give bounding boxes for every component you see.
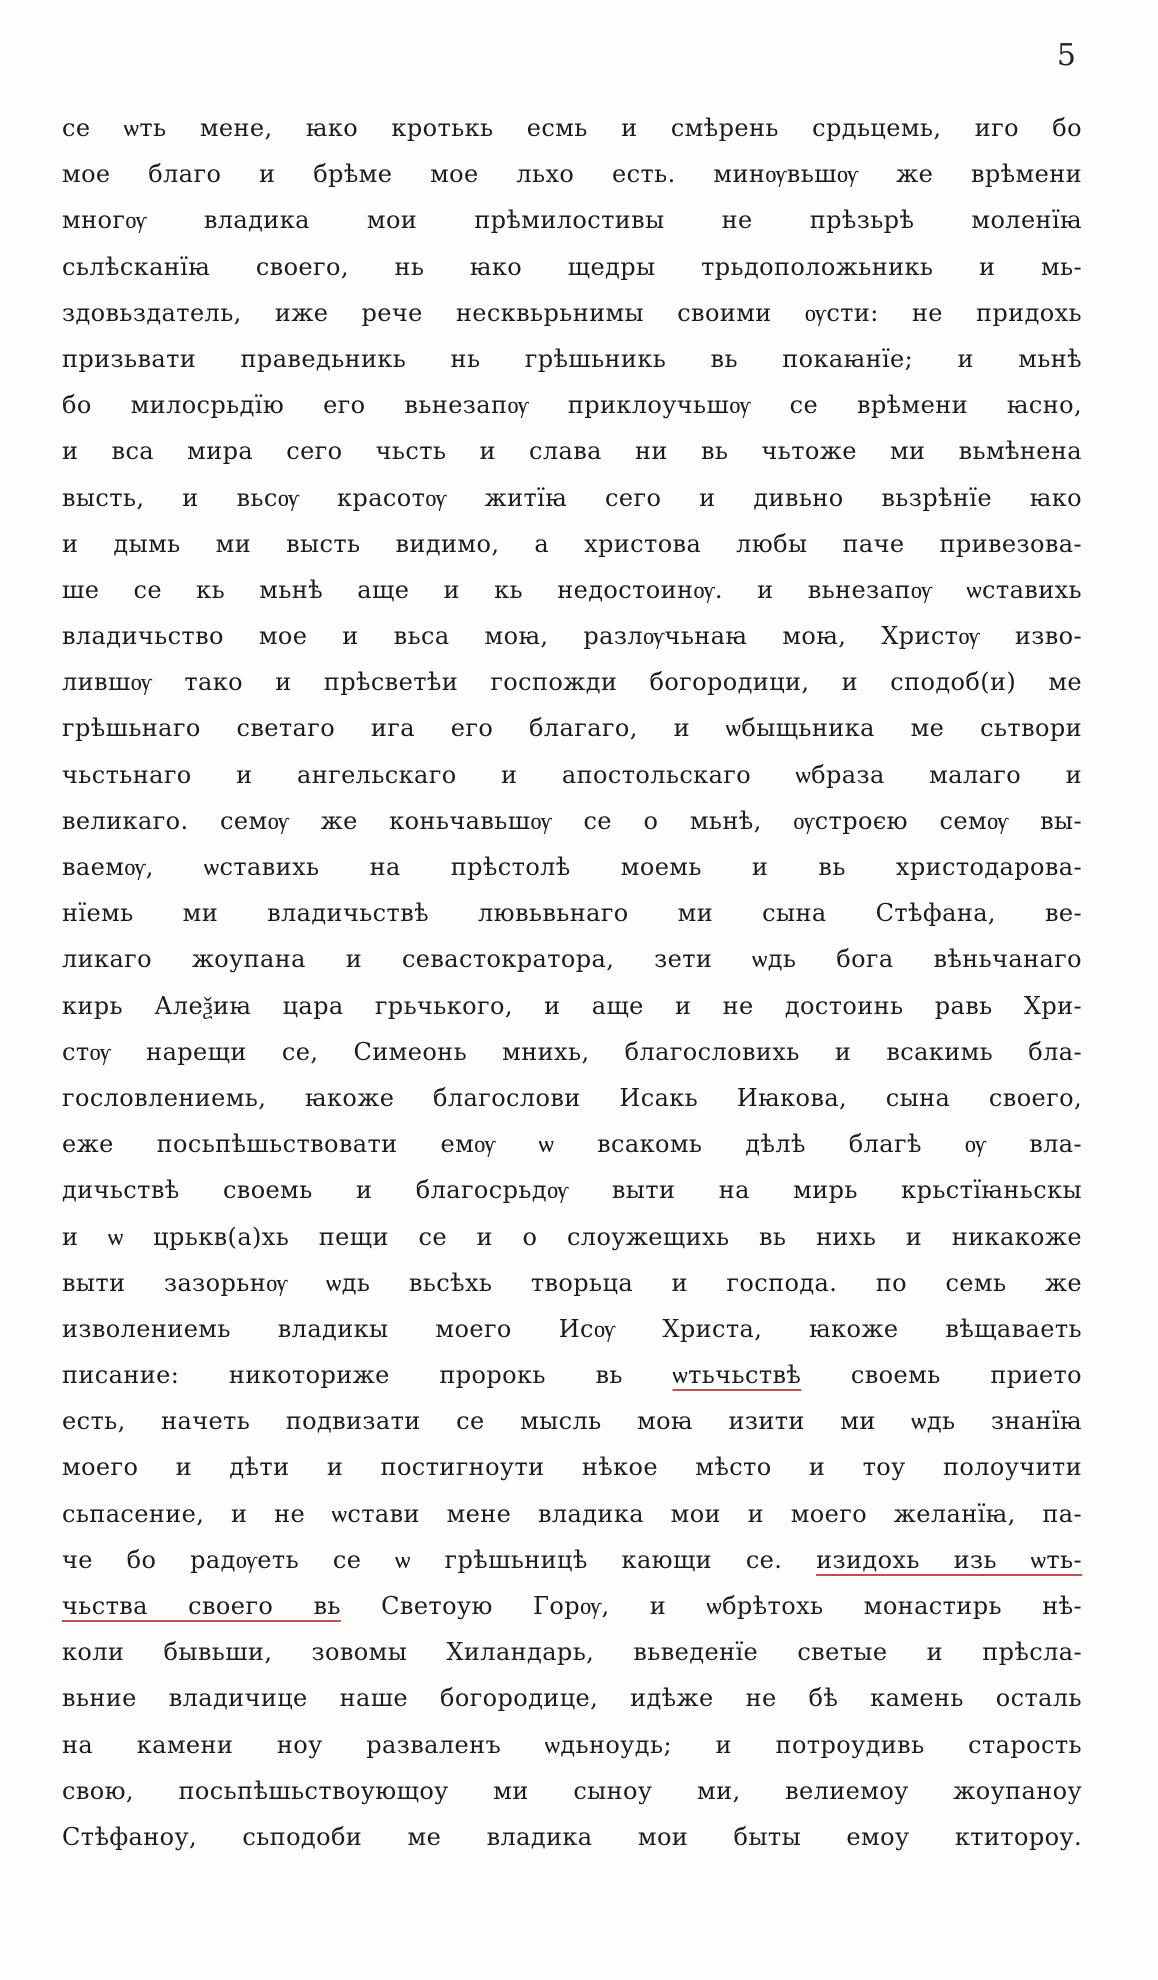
text-line (62, 336, 1082, 382)
text-line (62, 798, 1082, 844)
text-line (62, 1352, 1082, 1398)
text-segment: ваемѹ, ѡставихь на прѣстолѣ моемь и вь христодарова- (62, 853, 1082, 881)
text-segment: свою, посьпѣшьствоующоу ми сыноу ми, велиемоу жоупаноу (62, 1776, 1082, 1805)
text-segment: мое благо и брѣме мое льхо есть. минѹвьшѹ же врѣмени (62, 160, 1082, 189)
text-line (62, 1214, 1082, 1260)
text-line (62, 521, 1082, 567)
text-segment: и дымь ми высть видимо, а христова любы паче привезова- (62, 529, 1082, 558)
text-line (62, 290, 1082, 336)
text-segment: ше се кь мьнѣ аще и кь недостоинѹ. и вьнезапѹ ѡставихь (62, 575, 1082, 604)
text-segment: высть, и вьсѹ красотѹ житїꙗ сего и дивьно вьзрѣнїе ꙗко (62, 483, 1082, 512)
underlined-phrase: чьства своего вь (62, 1592, 341, 1620)
text-segment: многѹ владика мои прѣмилостивы не прѣзьрѣ моленїꙗ (62, 206, 1082, 235)
text-segment: чьстьнаго и ангельскаго и апостольскаго ѡбраза малаго и (62, 760, 1082, 789)
text-segment: и вса мира сего чьсть и слава ни вь чьтоже ми вьмѣнена (62, 437, 1082, 466)
text-line (62, 1306, 1082, 1352)
text-line (62, 428, 1082, 474)
text-line (62, 1029, 1082, 1075)
text-line (62, 890, 1082, 936)
text-segment: вьние владичице наше богородице, идѣже не бѣ камень осталь (62, 1684, 1082, 1713)
text-segment: великаго. семѹ же коньчавьшѹ се о мьнѣ, ѹстроєю семѹ вы- (62, 806, 1082, 835)
text-segment: здовьздатель, иже рече несквьрьнимы своими ѹсти: не придохь (62, 298, 1082, 327)
text-line (62, 1491, 1082, 1537)
text-segment: че бо радѹеть се ѡ грѣшьницѣ кающи се. (62, 1545, 817, 1574)
body-text (62, 105, 1082, 1860)
text-segment: есть, начеть подвизати се мысль моꙗ изити ми ѡдь знанїꙗ (62, 1407, 1082, 1436)
text-line (62, 1075, 1082, 1121)
text-line (62, 936, 1082, 982)
text-line (62, 1444, 1082, 1490)
text-segment: Стѣфаноу, сьподоби ме владика мои быты емоу ктитороу. (62, 1822, 1082, 1851)
text-line (62, 567, 1082, 613)
text-line (62, 1167, 1082, 1213)
text-line (62, 197, 1082, 243)
underlined-phrase: ѡтьчьствѣ (672, 1361, 802, 1390)
underlined-phrase: изидохь изь ѡть- (816, 1545, 1082, 1574)
text-segment: Светоую Горѹ, и ѡбрѣтохь монастирь нѣ- (340, 1592, 1082, 1620)
text-line (62, 1675, 1082, 1721)
text-line (62, 244, 1082, 290)
text-line (62, 1121, 1082, 1167)
text-segment: и ѡ црькв(а)хь пещи се и о слоужещихь вь нихь и никакоже (62, 1222, 1082, 1251)
text-segment: сьпасение, и не ѡстави мене владика мои и моего желанїꙗ, па- (62, 1499, 1082, 1528)
text-line (62, 705, 1082, 751)
text-line (62, 151, 1082, 197)
text-line (62, 1537, 1082, 1583)
text-line (62, 1722, 1082, 1768)
text-line (62, 1768, 1082, 1814)
text-line (62, 613, 1082, 659)
text-segment: изволениемь владикы моего Исѹ Христа, ꙗкоже вѣщаваеть (62, 1314, 1082, 1343)
text-line (62, 752, 1082, 798)
text-line (62, 475, 1082, 521)
page-number: 5 (1056, 38, 1076, 73)
text-segment: сьлѣсканїꙗ своего, нь ꙗко щедры трьдоположьникь и мь- (62, 252, 1082, 281)
text-segment: лившѹ тако и прѣсветѣи госпожди богородици, и сподоб(и) ме (62, 668, 1082, 697)
text-line (62, 983, 1082, 1029)
text-segment: нїемь ми владичьствѣ лювьвьнаго ми сына Стѣфана, ве- (62, 899, 1082, 928)
text-segment: моего и дѣти и постигноути нѣкое мѣсто и тоу полоучити (62, 1453, 1082, 1482)
text-segment: на камени ноу разваленъ ѡдьноудь; и потроудивь старость (62, 1730, 1082, 1759)
text-line (62, 844, 1082, 890)
text-segment: призьвати праведьникь нь грѣшьникь вь покаꙗнїе; и мьнѣ (62, 344, 1082, 373)
text-line (62, 1814, 1082, 1860)
text-segment: писание: никоторижe пророкь вь (62, 1361, 673, 1390)
text-segment: грѣшьнаго светаго ига его благаго, и ѡбыщьника ме сьтвори (62, 714, 1082, 743)
text-segment: се ѡть мене, ꙗко кротькь есмь и смѣрень срдьцемь, иго бо (62, 114, 1082, 142)
text-line (62, 1398, 1082, 1444)
text-line (62, 1260, 1082, 1306)
text-segment: своемь прието (801, 1361, 1082, 1390)
text-segment: дичьствѣ своемь и благосрьдѹ выти на мирь крьстїꙗньскы (62, 1176, 1082, 1205)
text-line (62, 382, 1082, 428)
text-segment: владичьство мое и вьса моꙗ, разлѹчьнаꙗ моꙗ, Христѹ изво- (62, 622, 1082, 651)
text-segment: гословлениемь, ꙗкоже благослови Исакь Иꙗкова, сына своего, (62, 1083, 1082, 1112)
text-segment: еже посьпѣшьствовати емѹ ѡ всакомь дѣлѣ благѣ ѹ вла- (62, 1130, 1082, 1159)
text-segment: выти зазорьнѹ ѡдь вьсѣхь творьца и господа. по семь же (62, 1268, 1082, 1297)
text-segment: стѹ нарещи се, Симеонь мнихь, благословихь и всакимь бла- (62, 1037, 1082, 1066)
text-segment: коли бывьши, зовомы Хиландарь, вьведенїе светые и прѣсла- (62, 1638, 1082, 1667)
text-line (62, 1583, 1082, 1629)
text-line (62, 1629, 1082, 1675)
text-line (62, 659, 1082, 705)
text-segment: бо милосрьдїю его вьнезапѹ приклоучьшѹ се врѣмени ꙗсно, (62, 391, 1082, 420)
text-segment: кирь Алеѯиꙗ цара грьчького, и аще и не достоинь равь Хри- (62, 991, 1082, 1020)
text-line (62, 105, 1082, 151)
text-segment: ликаго жоупана и севастократора, зети ѡдь бога вѣньчанаго (62, 945, 1082, 974)
